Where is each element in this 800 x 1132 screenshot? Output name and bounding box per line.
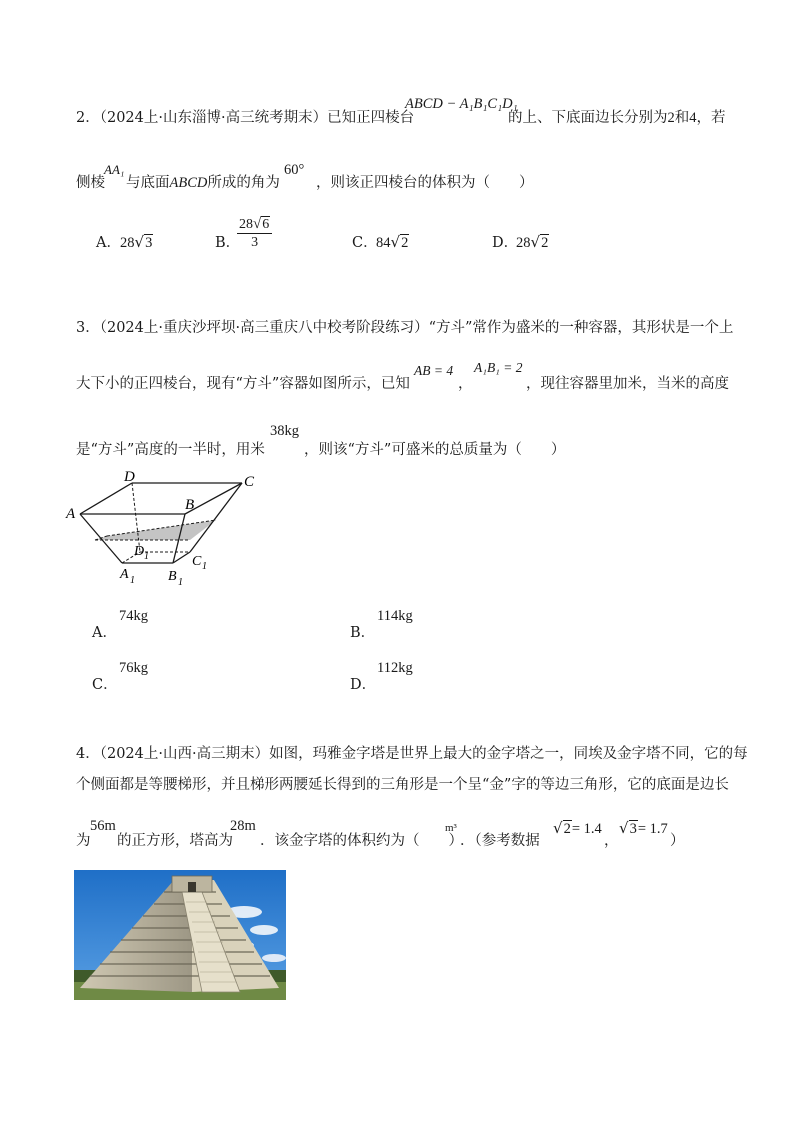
option-label: A． <box>96 235 121 251</box>
q3-line1 <box>76 318 733 338</box>
q2-text: 已知正四棱台 <box>327 110 415 126</box>
q2-line1 <box>76 108 414 128</box>
label-b: B <box>185 497 195 513</box>
ref-value: = 1.4 <box>571 821 602 837</box>
temple-door <box>188 882 196 892</box>
q2-option-c-value <box>376 232 409 252</box>
q3-number: 3． <box>76 320 100 336</box>
q3-option-d-value: 112kg <box>377 660 413 676</box>
radicand: 3 <box>629 821 637 837</box>
frustum-figure <box>62 466 272 588</box>
sqrt: √ 2 <box>390 233 409 251</box>
label-d1-sub: 1 <box>144 551 149 562</box>
label-a1-sub: 1 <box>130 575 135 586</box>
q2-edge: AA₁ <box>104 162 125 177</box>
q2-option-d[interactable] <box>492 233 518 253</box>
q2-value-4: 4 <box>689 110 697 126</box>
q3-text: “方斗”常作为盛米的一种容器，其形状是一个上 <box>428 320 734 336</box>
q4-height: 28m <box>230 818 256 834</box>
edge-dd1-hidden <box>132 483 140 552</box>
coef: 84 <box>376 235 391 251</box>
radicand: 2 <box>541 235 549 251</box>
q2-line2-b <box>126 173 280 193</box>
label-c1-sub: 1 <box>202 561 207 572</box>
q4-line3-c: ．该金字塔的体积约为（ ） <box>260 833 463 849</box>
q2-value-2: 2 <box>667 110 675 126</box>
q3-option-b-value: 114kg <box>377 608 413 624</box>
q4-number: 4． <box>76 746 100 762</box>
q4-line3-e: ） <box>670 833 685 849</box>
q2-option-a[interactable] <box>96 233 121 253</box>
sqrt: √ 3 <box>619 819 637 837</box>
q3-source: （2024上·重庆沙坪坝·高三重庆八中校考阶段练习） <box>99 320 429 336</box>
q2-text: 所成的角为 <box>207 175 280 191</box>
q3-line2-a: 大下小的正四棱台，现有“方斗”容器如图所示，已知 <box>76 376 410 392</box>
option-label: A． <box>92 625 117 641</box>
cloud <box>250 925 278 935</box>
coef: 28 <box>239 217 253 232</box>
label-c1: C <box>192 554 202 569</box>
q3-comma: ， <box>458 376 473 392</box>
label-b1: B <box>168 569 177 584</box>
q4-source: （2024上·山西·高三期末） <box>99 746 270 762</box>
label-d1: D <box>134 544 145 559</box>
radicand: 6 <box>262 217 270 232</box>
sqrt: √ 6 <box>253 216 270 232</box>
q3-option-a[interactable] <box>92 623 117 643</box>
q2-option-b-fraction <box>237 216 272 251</box>
q2-source: （2024上·山东淄博·高三统考期末） <box>99 110 328 126</box>
label-b1-sub: 1 <box>178 577 183 588</box>
sqrt: √ 2 <box>553 819 571 837</box>
coef: 28 <box>120 235 135 251</box>
label-a1: A <box>120 567 129 582</box>
q2-text: 和 <box>674 110 690 126</box>
q2-line2-a: 侧棱 <box>76 175 105 191</box>
option-label: B． <box>215 235 241 251</box>
option-label: C． <box>92 677 118 693</box>
q4-ref2 <box>619 818 668 838</box>
option-label: D． <box>350 677 377 693</box>
option-label: D． <box>492 235 519 251</box>
q2-frustum-name: ABCD − A₁B₁C₁D₁ <box>405 96 518 112</box>
q3-eq1: AB = 4 <box>414 363 454 378</box>
radicand: 3 <box>145 235 153 251</box>
label-c: C <box>244 474 255 490</box>
q3-option-b[interactable] <box>350 623 375 643</box>
q3-option-c-value: 76kg <box>119 660 148 676</box>
q3-line3-b: ，则该“方斗”可盛米的总质量为（ ） <box>304 442 566 458</box>
q3-line2-b: ，现往容器里加米，当米的高度 <box>526 376 729 392</box>
q4-ref1 <box>553 818 602 838</box>
q3-option-d[interactable] <box>350 675 376 695</box>
q2-base: ABCD <box>169 175 208 191</box>
q2-text: ，若 <box>696 110 726 126</box>
cloud <box>262 954 286 962</box>
sqrt: √ 2 <box>530 233 549 251</box>
radicand: 2 <box>401 235 409 251</box>
denominator: 3 <box>251 235 259 250</box>
q3-mass: 38kg <box>270 423 299 439</box>
q4-ref-sep: ， <box>604 833 619 849</box>
edge-da <box>80 483 132 514</box>
q2-option-d-value <box>516 232 549 252</box>
q2-option-a-value <box>120 232 153 252</box>
coef: 28 <box>516 235 531 251</box>
q2-text: 与底面 <box>126 175 170 191</box>
radicand: 2 <box>563 821 571 837</box>
q4-line1 <box>76 744 748 764</box>
q4-unit: m³ <box>445 822 457 834</box>
q4-line3-b: 的正方形，塔高为 <box>117 833 233 849</box>
q2-line1-end <box>508 108 726 128</box>
edge-cc1 <box>190 483 242 552</box>
ref-value: = 1.7 <box>637 821 668 837</box>
label-d: D <box>124 469 135 485</box>
q2-text: 的上、下底面边长分别为 <box>508 110 668 126</box>
sqrt: √ 3 <box>134 233 153 251</box>
q4-line2: 个侧面都是等腰梯形，并且梯形两腰延长得到的三角形是一个呈“金”字的等边三角形，它的底面是边长 <box>76 777 729 793</box>
label-a: A <box>66 506 76 522</box>
q4-line3-a: 为 <box>76 833 91 849</box>
q2-number: 2． <box>76 110 100 126</box>
option-label: B． <box>350 625 376 641</box>
q3-line3-a: 是“方斗”高度的一半时，用米 <box>76 442 265 458</box>
mayan-pyramid-photo <box>74 870 286 1000</box>
q2-line2-d: ，则该正四棱台的体积为（ ） <box>316 175 534 191</box>
q4-text: 如图，玛雅金字塔是世界上最大的金字塔之一，同埃及金字塔不同，它的每 <box>269 746 748 762</box>
q2-option-c[interactable] <box>352 233 378 253</box>
q3-option-c[interactable] <box>92 675 118 695</box>
q4-side: 56m <box>90 818 116 834</box>
q3-eq2: A₁B₁ = 2 <box>474 360 523 375</box>
q2-angle: 60° <box>284 162 305 178</box>
q4-line3-d: ．（参考数据 <box>460 833 540 849</box>
q3-option-a-value: 74kg <box>119 608 148 624</box>
option-label: C． <box>352 235 378 251</box>
